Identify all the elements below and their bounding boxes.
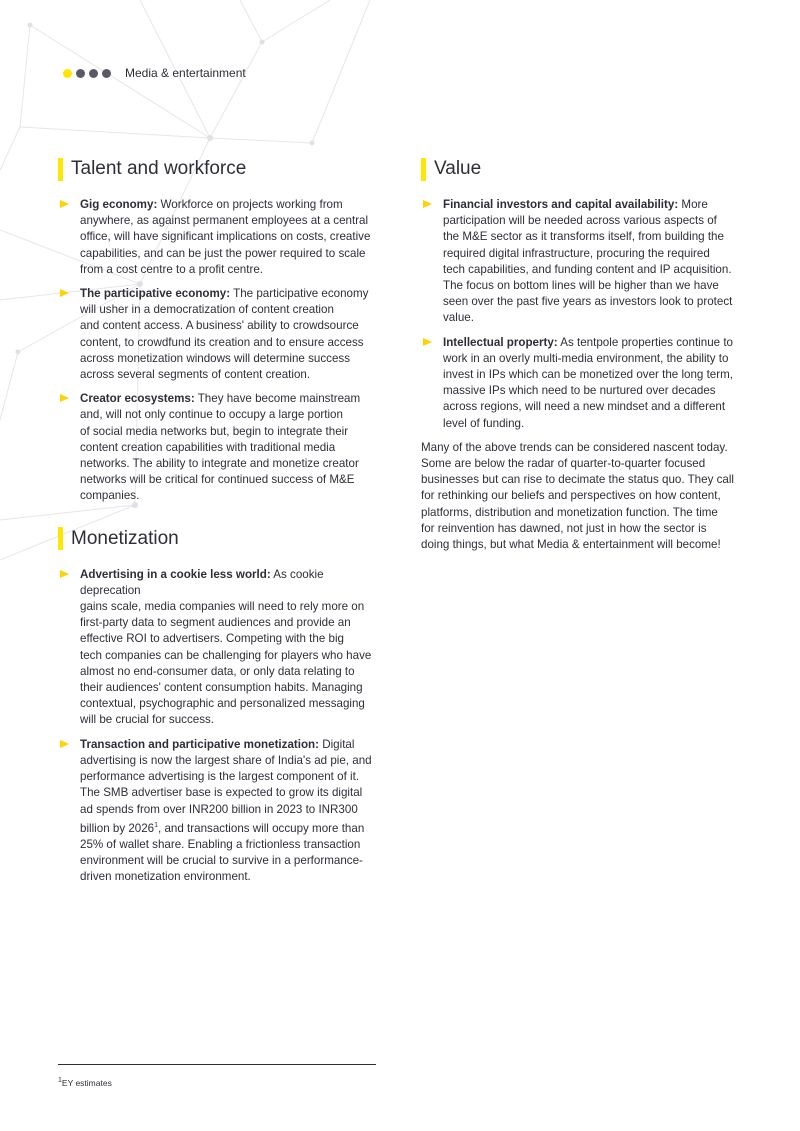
item-body: Workforce on projects working from anywhere, as against permanent employees at a central office, will have significant implications on costs, creative capabilities, and can be just the power required to scale from a cost centre to a profit centre. — [80, 198, 371, 276]
list-item — [58, 567, 378, 729]
list-item — [421, 335, 751, 432]
heading-text: Talent and workforce — [71, 158, 247, 179]
left-column — [58, 157, 378, 893]
item-lead: Creator ecosystems: — [80, 392, 195, 406]
bullet-triangle-icon — [60, 740, 69, 748]
list-item — [58, 286, 378, 383]
item-lead: Intellectual property: — [443, 335, 558, 349]
item-body: As tentpole properties continue to work in an overly multi-media environment, the ability to invest in IPs which can be monetized over the long term, massive IPs which need to be nurtured over decades across regions, will need a new mindset and a different level of funding. — [443, 335, 733, 430]
section-label: Media & entertainment — [125, 66, 246, 80]
closing-paragraph: Many of the above trends can be considered nascent today. Some are below the radar of quarter-to-quarter focused businesses but can rise to decimate the status quo. They call for rethinking our beliefs and perspectives on how content, platforms, distribution and monetization function. The time for reinvention has dawned, not just in how the sector is doing things, but what Media & entertainment will become! — [421, 440, 734, 552]
list-item — [58, 197, 378, 278]
bullet-triangle-icon — [423, 338, 432, 346]
bullet-triangle-icon — [60, 570, 69, 578]
list-item — [58, 391, 378, 504]
footnote — [58, 1077, 112, 1088]
accent-bar — [58, 527, 63, 550]
right-column — [421, 157, 751, 553]
accent-bar — [421, 158, 426, 181]
bullet-triangle-icon — [60, 289, 69, 297]
item-lead: Gig economy: — [80, 198, 158, 211]
heading-text: Value — [434, 158, 482, 179]
page-header — [63, 66, 246, 80]
item-lead: Transaction and participative monetization: — [80, 737, 320, 751]
item-body: The participative economy will usher in a democratization of content creation and content access. A business' ability to crowdsource content, to crowdfund its creation and to ensure access across monetization windows will determine success across several segments of content creation. — [80, 287, 369, 382]
dot-icon — [102, 69, 111, 78]
item-body: They have become mainstream and, will not only continue to occupy a large portion of social media networks but, begin to integrate their content creation capabilities with traditional media networks. The ability to integrate and monetize creator networks will be critical for continued success of M&E companies. — [80, 392, 361, 503]
footnote-divider — [58, 1064, 376, 1065]
footnote-text: EY estimates — [61, 1077, 112, 1088]
bullet-triangle-icon — [60, 200, 69, 208]
section-heading — [421, 157, 751, 181]
bullet-triangle-icon — [60, 394, 69, 402]
item-lead: Financial investors and capital availability: — [443, 198, 679, 211]
list-item — [421, 197, 751, 327]
dot-icon — [89, 69, 98, 78]
list-item — [58, 737, 378, 886]
footnote-number: 1 — [58, 1077, 62, 1084]
accent-bar — [58, 158, 63, 181]
bullet-triangle-icon — [423, 200, 432, 208]
heading-text: Monetization — [71, 527, 179, 549]
section-heading — [58, 157, 378, 181]
dot-icon — [63, 69, 72, 78]
dot-icon — [76, 69, 85, 78]
item-body: As cookie deprecation gains scale, media companies will need to rely more on first-party data to segment audiences and provide an effective ROI to advertisers. Competing with the big tech companies can be challenging for players who have almost no end-consumer data, or only data relating to their audiences' content consumption habits. Managing contextual, psychographic and personalized messaging will be crucial for success. — [80, 567, 372, 727]
section-heading — [58, 527, 378, 551]
item-body: Digital advertising is now the largest share of India's ad pie, and performance advertising is the largest component of it. The SMB advertiser base is expected to grow its digital ad spends from over INR200 billion in 2023 to INR300 billion by 2026 — [80, 737, 372, 835]
item-lead: Advertising in a cookie less world: — [80, 567, 271, 581]
item-body: , and transactions will occupy more than 25% of wallet share. Enabling a frictionless transaction environment will be crucial to survive in a performance- driven monetization environment. — [80, 821, 365, 884]
item-lead: The participative economy: — [80, 287, 231, 301]
item-body: More participation will be needed across various aspects of the M&E sector as it transforms itself, from building the required digital infrastructure, procuring the required tech capabilities, and funding content and IP acquisition. The focus on bottom lines will be higher than we have seen over the past five years as investors look to protect value. — [443, 198, 733, 325]
footnote-ref: 1 — [154, 821, 159, 829]
